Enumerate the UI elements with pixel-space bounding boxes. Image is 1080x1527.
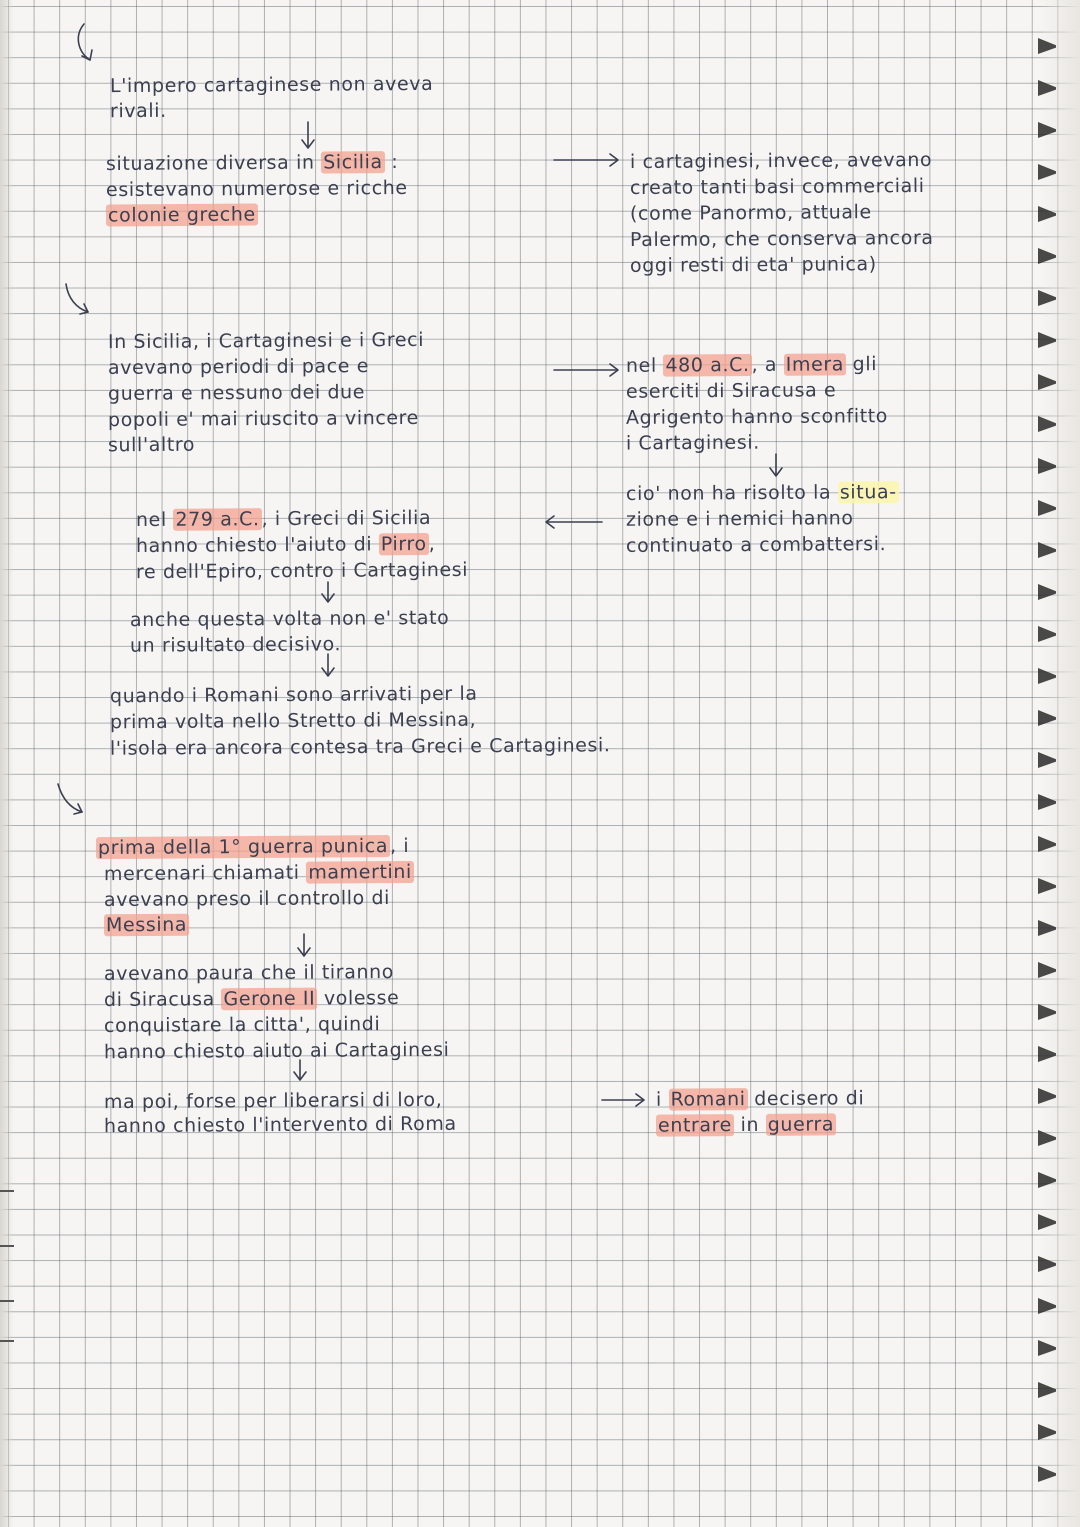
mamertini-line-3: avevano preso il controllo di — [103, 887, 391, 911]
highlight-romani: Romani — [670, 1088, 746, 1111]
imera-line-3: Agrigento hanno sconfitto — [625, 405, 889, 429]
intro-line-1: L'impero cartaginese non aveva — [109, 72, 434, 98]
outcome-line-2: un risultato decisivo. — [129, 633, 342, 657]
right-arrow-icon — [552, 150, 624, 170]
situation-line-2: esistevano numerose e ricche — [105, 176, 408, 202]
down-arrow-icon — [298, 120, 318, 152]
highlight-pirro: Pirro — [380, 533, 427, 556]
pirro-line-3: re dell'Epiro, contro i Cartaginesi — [135, 558, 469, 584]
left-arrow-icon — [540, 512, 606, 532]
sicily-wars-line-1: In Sicilia, i Cartaginesi e i Greci — [107, 328, 425, 354]
romani-line-3: l'isola era ancora contesa tra Greci e Cartaginesi. — [109, 734, 611, 760]
carthage-bases-line-5: oggi resti di eta' punica) — [629, 253, 877, 277]
gerone-line-4: hanno chiesto aiuto ai Cartaginesi — [103, 1038, 450, 1064]
down-arrow-icon — [290, 1058, 310, 1084]
highlight-sicilia: Sicilia — [323, 151, 383, 174]
down-arrow-icon — [318, 652, 338, 680]
highlight-situazione: situa- — [839, 481, 897, 504]
sicily-wars-line-5: sull'altro — [107, 433, 196, 457]
down-arrow-icon — [318, 580, 338, 606]
margin-mark — [0, 1340, 14, 1342]
carthage-bases-line-1: i cartaginesi, invece, avevano — [629, 148, 933, 174]
bullet-curved-arrow-icon — [60, 280, 100, 324]
imera-line-4: i Cartaginesi. — [625, 431, 760, 455]
highlight-colonie-greche: colonie greche — [107, 203, 256, 227]
bullet-curved-arrow-icon — [52, 780, 92, 824]
unresolved-line-3: continuato a combattersi. — [625, 533, 887, 557]
mamertini-line-1: prima della 1° guerra punica, i — [97, 834, 410, 860]
sicily-wars-line-3: guerra e nessuno dei due — [107, 381, 366, 405]
decision-line-1: i Romani decisero di — [655, 1087, 865, 1111]
bullet-curved-arrow-icon — [70, 20, 110, 70]
gerone-line-2: di Siracusa Gerone II volesse — [103, 986, 400, 1012]
mamertini-line-4 — [104, 912, 189, 939]
sicily-wars-line-4: popoli e' mai riuscito a vincere — [107, 406, 420, 432]
down-arrow-icon — [766, 452, 786, 480]
margin-mark — [0, 1300, 14, 1302]
gerone-line-3: conquistare la citta', quindi — [103, 1013, 381, 1037]
sicily-wars-line-2: avevano periodi di pace e — [107, 355, 370, 379]
highlight-279-bc: 279 a.C. — [175, 508, 260, 531]
gerone-line-1: avevano paura che il tiranno — [103, 960, 394, 986]
unresolved-line-2: zione e i nemici hanno — [625, 507, 854, 531]
intro-line-2: rivali. — [109, 99, 167, 123]
highlight-imera: Imera — [785, 353, 845, 376]
highlight-480-bc: 480 a.C. — [665, 354, 750, 377]
unresolved-line-1: cio' non ha risolto la situa- — [625, 481, 897, 505]
highlight-mamertini: mamertini — [308, 860, 412, 884]
down-arrow-icon — [294, 932, 314, 960]
pirro-line-2: hanno chiesto l'aiuto di Pirro, — [135, 532, 436, 558]
imera-line-1: nel 480 a.C., a Imera gli — [625, 353, 878, 377]
roma-line-1: ma poi, forse per liberarsi di loro, — [103, 1088, 443, 1114]
highlight-messina: Messina — [105, 913, 188, 937]
pirro-line-1: nel 279 a.C., i Greci di Sicilia — [135, 506, 432, 532]
page-left-edge — [0, 0, 14, 1527]
carthage-bases-line-3: (come Panormo, attuale — [629, 201, 872, 225]
carthage-bases-line-2: creato tanti basi commerciali — [629, 174, 925, 200]
carthage-bases-line-4: Palermo, che conserva ancora — [629, 226, 934, 252]
right-arrow-icon — [552, 360, 624, 380]
notebook-spiral-rings — [1038, 28, 1062, 1488]
mamertini-line-2: mercenari chiamati mamertini — [103, 860, 412, 886]
highlight-guerra: guerra — [767, 1113, 835, 1136]
outcome-line-1: anche questa volta non e' stato — [129, 606, 450, 632]
romani-line-2: prima volta nello Stretto di Messina, — [109, 708, 477, 734]
highlight-gerone-ii: Gerone II — [223, 987, 316, 1011]
romani-line-1: quando i Romani sono arrivati per la — [109, 682, 478, 708]
decision-line-2: entrare in guerra — [657, 1113, 835, 1137]
situation-line-3 — [106, 201, 258, 228]
roma-line-2: hanno chiesto l'intervento di Roma — [103, 1112, 457, 1138]
right-arrow-icon — [600, 1090, 650, 1110]
highlight-entrare: entrare — [657, 1114, 732, 1137]
imera-line-2: eserciti di Siracusa e — [625, 379, 837, 403]
situation-line: situazione diversa in Sicilia : — [105, 150, 399, 176]
margin-mark — [0, 1245, 14, 1247]
margin-mark — [0, 1190, 14, 1192]
highlight-prima-guerra-punica: prima della 1° guerra punica — [97, 835, 389, 860]
